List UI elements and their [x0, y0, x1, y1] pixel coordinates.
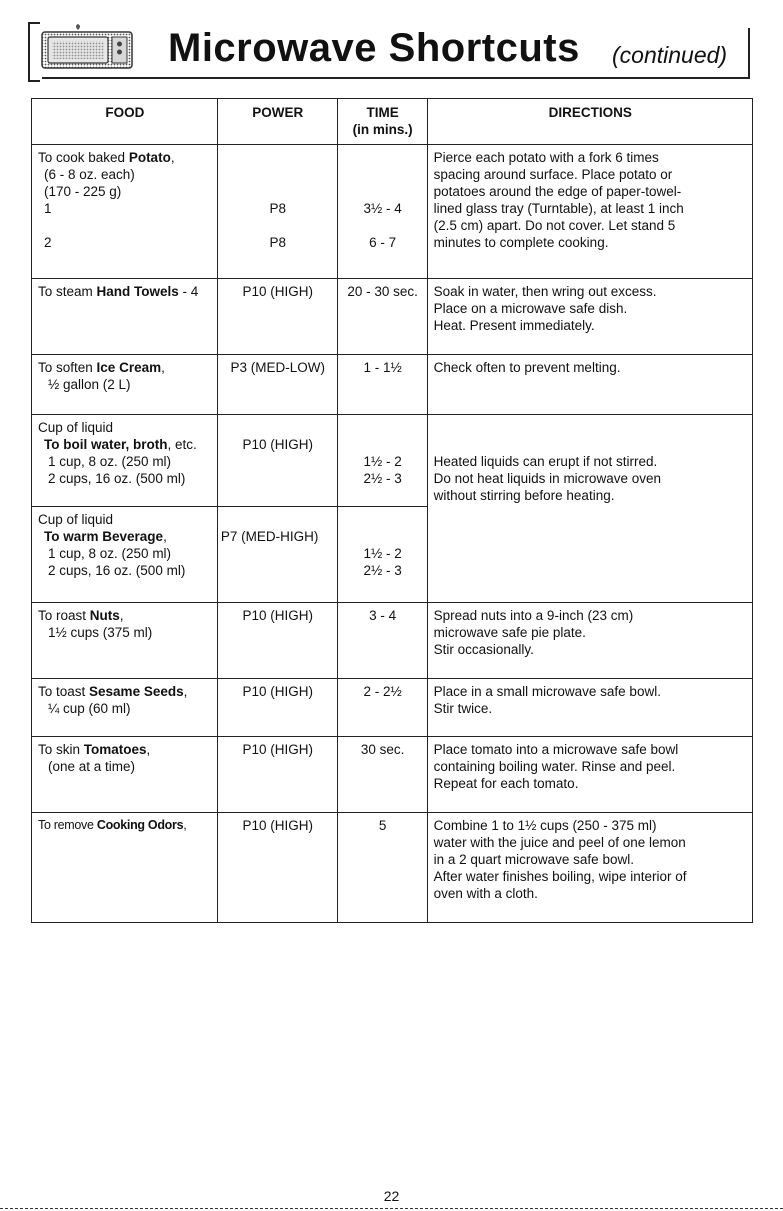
directions-cell: Heated liquids can erupt if not stirred. Do not heat liquids in microwave oven without stirring before heating.: [427, 415, 752, 603]
column-header-time: TIME (in mins.): [337, 99, 427, 145]
table-row: [32, 415, 753, 507]
directions-cell: Pierce each potato with a fork 6 times spacing around surface. Place potato or potatoes around the edge of paper-towel- lined glass tray (Turntable), at least 1 inch (2.5 cm) apart. Do not cover. Let stand 5 minutes to complete cooking.: [427, 145, 752, 279]
food-cell: To remove Cooking Odors,: [32, 813, 218, 923]
table-row: [32, 355, 753, 415]
table-row: [32, 145, 753, 279]
page-title: Microwave Shortcuts: [168, 26, 580, 70]
power-cell: P10 (HIGH): [217, 279, 337, 355]
food-cell: To cook baked Potato, (6 - 8 oz. each) (170 - 225 g) 1 2: [32, 145, 218, 279]
table-row: [32, 813, 753, 923]
time-cell: 1½ - 2 2½ - 3: [337, 507, 427, 603]
power-cell: P10 (HIGH): [217, 737, 337, 813]
directions-cell: Spread nuts into a 9-inch (23 cm) microwave safe pie plate. Stir occasionally.: [427, 603, 752, 679]
header-right-tick: [748, 28, 750, 78]
directions-cell: Soak in water, then wring out excess. Place on a microwave safe dish. Heat. Present immediately.: [427, 279, 752, 355]
table-row: [32, 279, 753, 355]
microwave-oven-icon: [38, 24, 138, 72]
table-header-row: [32, 99, 753, 145]
time-cell: 3 - 4: [337, 603, 427, 679]
power-cell: P7 (MED-HIGH): [217, 507, 337, 603]
column-header-power: POWER: [217, 99, 337, 145]
footer-rule: [0, 1208, 783, 1209]
time-cell: 1 - 1½: [337, 355, 427, 415]
power-cell: P3 (MED-LOW): [217, 355, 337, 415]
directions-cell: Place tomato into a microwave safe bowl containing boiling water. Rinse and peel. Repeat for each tomato.: [427, 737, 752, 813]
directions-cell: Place in a small microwave safe bowl. Stir twice.: [427, 679, 752, 737]
table-row: [32, 737, 753, 813]
time-cell: 30 sec.: [337, 737, 427, 813]
shortcuts-table: [31, 98, 753, 923]
food-cell: To roast Nuts, 1½ cups (375 ml): [32, 603, 218, 679]
time-cell: 20 - 30 sec.: [337, 279, 427, 355]
table-row: [32, 603, 753, 679]
food-cell: To steam Hand Towels - 4: [32, 279, 218, 355]
table-row: [32, 679, 753, 737]
food-cell: To toast Sesame Seeds, ¼ cup (60 ml): [32, 679, 218, 737]
power-cell: P10 (HIGH): [217, 603, 337, 679]
power-cell: P10 (HIGH): [217, 679, 337, 737]
power-cell: P10 (HIGH): [217, 415, 337, 507]
time-cell: 5: [337, 813, 427, 923]
directions-cell: Check often to prevent melting.: [427, 355, 752, 415]
column-header-directions: DIRECTIONS: [427, 99, 752, 145]
time-cell: 2 - 2½: [337, 679, 427, 737]
column-header-food: FOOD: [32, 99, 218, 145]
time-cell: 3½ - 4 6 - 7: [337, 145, 427, 279]
header-rule: [42, 77, 750, 79]
directions-cell: Combine 1 to 1½ cups (250 - 375 ml) water with the juice and peel of one lemon in a 2 quart microwave safe bowl. After water finishes boiling, wipe interior of oven with a cloth.: [427, 813, 752, 923]
title-suffix: (continued): [612, 42, 728, 68]
page-number: 22: [383, 1188, 400, 1204]
food-cell: Cup of liquid To warm Beverage, 1 cup, 8 oz. (250 ml) 2 cups, 16 oz. (500 ml): [32, 507, 218, 603]
food-cell: Cup of liquid To boil water, broth, etc. 1 cup, 8 oz. (250 ml) 2 cups, 16 oz. (500 ml): [32, 415, 218, 507]
power-cell: P8 P8: [217, 145, 337, 279]
food-cell: To soften Ice Cream, ½ gallon (2 L): [32, 355, 218, 415]
food-cell: To skin Tomatoes, (one at a time): [32, 737, 218, 813]
power-cell: P10 (HIGH): [217, 813, 337, 923]
time-cell: 1½ - 2 2½ - 3: [337, 415, 427, 507]
